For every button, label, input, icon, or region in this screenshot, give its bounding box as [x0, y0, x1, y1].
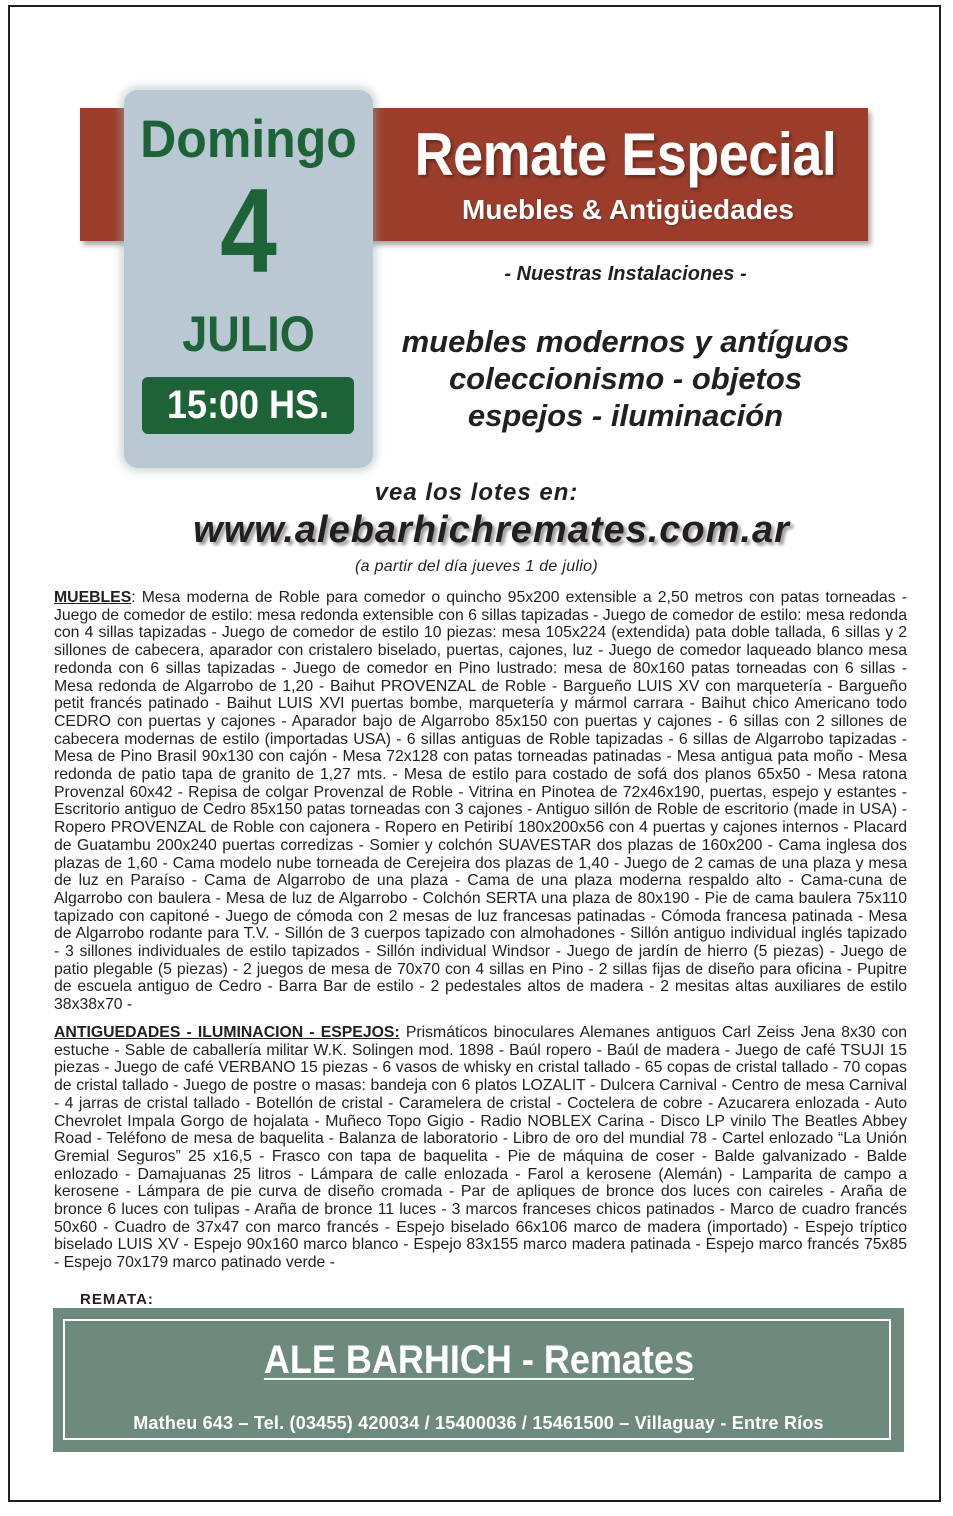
date-month: JULIO [182, 306, 315, 362]
auctioneer-name [53, 1334, 904, 1386]
muebles-section [54, 589, 907, 1014]
antiguedades-section [54, 1024, 907, 1272]
date-number: 4 [220, 164, 277, 298]
time-text: 15:00 HS. [166, 383, 330, 427]
muebles-heading: MUEBLES [54, 589, 132, 606]
muebles-text: : Mesa moderna de Roble para comedor o quincho 95x200 extensible a 2,50 metros con patas torneadas - Juego de comedor de estilo: mesa redonda extensible con 6 sillas tapizadas - Juego de comedor de estilo: mesa redonda con 4 sillas tapizadas - Juego de comedor de estilo 10 piezas: mesa 105x224 (extendida) pata doble tallada, 6 sillas y 2 sillones de cabecera, aparador con cristalero biselado, puertas, cajones, luz - Juego de comedor laqueado blanco mesa redonda con 6 sillas tapizadas - Juego de comedor en Pino lustrado: mesa de 80x160 patas torneadas con 6 sillas - Mesa redonda de Algarrobo de 1,20 - Baihut PROVENZAL de Roble - Bargueño LUIS XV con marquetería - Bargueño petit francés patinado - Baihut LUIS XVI puertas bombe, marquetería y mármol carrara - Baihut chico Americano todo CEDRO con puertas y cajones - Aparador bajo de Algarrobo 85x150 con puertas y cajones - 6 sillas con 2 sillones de cabecera modernas de estilo (importadas USA) - 6 sillas antiguas de Roble tapizadas - 6 sillas de Algarrobo tapizadas - Mesa de Pino Brasil 90x130 con cajón - Mesa 72x128 con patas torneadas patinadas - Mesa antigua pata moño - Mesa redonda de patio tapa de granito de 1,27 mts. - Mesa de estilo para costado de sofá dos planos 65x50 - Mesa ratona Provenzal 60x42 - Repisa de colgar Provenzal de Roble - Vitrina en Pinotea de 72x46x190, puertas, espejo y estantes - Escritorio antiguo de Cedro 85x150 patas torneadas con 3 cajones - Antiguo sillón de Roble de escritorio (made in USA) - Ropero PROVENZAL de Roble con cajonera - Ropero en Petiribí 180x200x56 con 4 puertas y cajones internos - Placard de Guatambu 200x240 puertas corredizas - Somier y colchón SUAVESTAR dos plazas de 160x200 - Cama inglesa dos plazas de 1,60 - Cama modelo nube torneada de Cerejeira dos plazas de 1,40 - Juego de 2 camas de una plaza y mesa de luz en Paraíso - Cama de Algarrobo de una plaza - Cama de una plaza moderna respaldo alto - Cama-cuna de Algarrobo con baulera - Mesa de luz de Algarrobo - Colchón SERTA una plaza de 80x190 - Pie de cama baulera 75x110 tapizado con capitoné - Juego de cómoda con 2 mesas de luz francesas patinadas - Cómoda francesa patinada - Mesa de Algarrobo rodante para T.V. - Sillón de 3 cuerpos tapizado con almohadones - Sillón antiguo individual inglés tapizado - 3 sillones individuales de estilo tapizados - Sillón individual Windsor - Juego de jardín de hierro (5 piezas) - Juego de patio plegable (5 piezas) - 2 juegos de mesa de 70x70 con 4 sillas en Pino - 2 sillas fijas de diseño para oficina - Pupitre de escuela antiguo de Cedro - Barra Bar de estilo - 2 pedestales altos de madera - 2 mesitas altas auxiliares de estilo 38x38x70 - [54, 589, 907, 1014]
antiguedades-heading: ANTIGUEDADES - ILUMINACION - ESPEJOS: [54, 1024, 400, 1041]
category-line: muebles modernos y antíguos [401, 324, 850, 359]
antiguedades-text: Prismáticos binoculares Alemanes antiguos Carl Zeiss Jena 8x30 con estuche - Sable de caballería militar W.K. Solingen mod. 1898 - Baúl ropero - Baúl de madera - Juego de café TSUJI 15 piezas - Juego de café VERBANO 15 piezas - 6 vasos de whisky en cristal tallado - 65 copas de cristal tallado - 70 copas de cristal tallado - Juego de postre o masas: bandeja con 6 platos LOZALIT - Dulcera Carnival - Centro de mesa Carnival - 4 jarras de cristal tallado - Botellón de cristal - Caramelera de cristal - Coctelera de cobre - Azucarera enlozada - Auto Chevrolet Impala Gorgo de hojalata - Muñeco Topo Gigio - Radio NOBLEX Carina - Disco LP vinilo The Beatles Abbey Road - Teléfono de mesa de baquelita - Balanza de laboratorio - Libro de oro del mundial 78 - Cartel enlozado “La Unión Gremial Seguros” 25 x16,5 - Frasco con tapa de baquelita - Pie de máquina de coser - Balde galvanizado - Balde enlozado - Damajuanas 25 litros - Lámpara de calle enlozada - Farol a kerosene (Alemán) - Lamparita de campo a kerosene - Lámpara de pie curva de diseño cromada - Par de apliques de bronce dos luces con caireles - Araña de bronce 6 luces con tulipas - Araña de bronce 11 luces - 3 marcos franceses chicos patinados - Marco de cuadro francés 50x60 - Cuadro de 37x47 con marco francés - Espejo biselado 66x106 marco de madera (importado) - Espejo tríptico biselado LUIS XV - Espejo 90x160 marco blanco - Espejo 83x155 marco madera patinada - Espejo marco francés 75x85 - Espejo 70x179 marco patinado verde - [54, 1024, 908, 1272]
venue-text: - Nuestras Instalaciones - [504, 263, 747, 285]
lots-note: (a partir del día jueves 1 de julio) [355, 558, 598, 575]
auctioneer-address: Matheu 643 – Tel. (03455) 420034 / 15400036 / 15461500 – Villaguay - Entre Ríos [133, 1413, 824, 1433]
category-line: espejos - iluminación [467, 398, 784, 433]
remata-label: REMATA: [80, 1291, 154, 1308]
website-link[interactable]: www.alebarhichremates.com.ar [193, 509, 790, 551]
event-title: Remate Especial [414, 121, 837, 189]
auctioneer-name-text: ALE BARHICH - Remates [263, 1338, 694, 1382]
event-subtitle: Muebles & Antigüedades [462, 194, 794, 225]
lots-intro: vea los lotes en: [374, 479, 579, 506]
category-line: coleccionismo - objetos [448, 361, 803, 396]
date-day: Domingo [140, 109, 357, 169]
